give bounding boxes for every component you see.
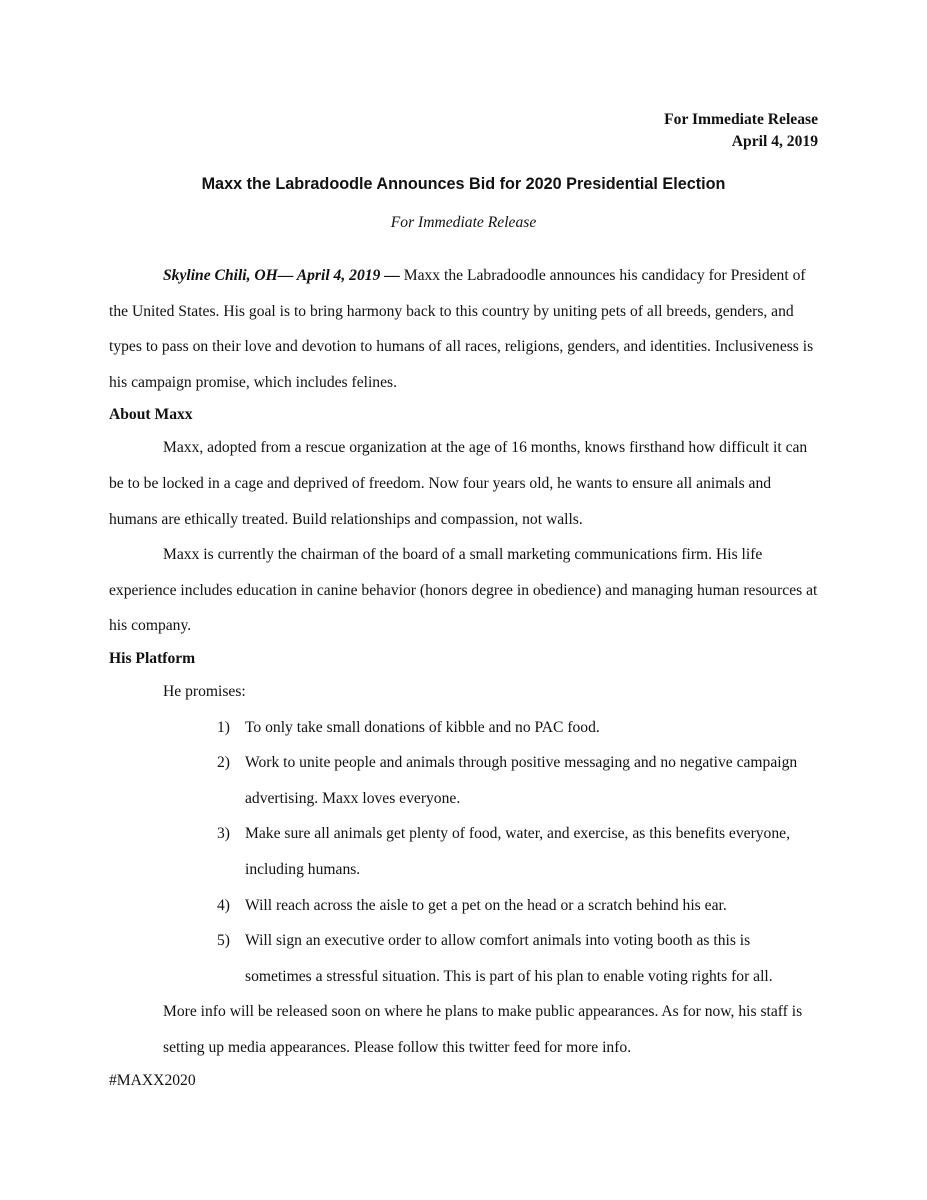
lead-text: Maxx the Labradoodle announces his candidacy for President of the United States. His goal is to bring harmony back to this country by uniting pets of all breeds, genders, and types to pass on their love and devotion to humans of all races, religions, genders, and identities. Inclusiveness is his campaign promise, which includes felines. <box>109 267 814 391</box>
dateline: Skyline Chili, OH— April 4, 2019 — <box>163 267 400 284</box>
list-item <box>109 710 819 746</box>
release-body <box>109 258 819 1099</box>
page-title: Maxx the Labradoodle Announces Bid for 2020 Presidential Election <box>201 175 726 193</box>
list-item <box>109 888 819 924</box>
list-number: 5) <box>217 932 230 950</box>
list-text: Make sure all animals get plenty of food, water, and exercise, as this benefits everyone, including humans. <box>245 825 790 878</box>
promise-list <box>109 710 819 995</box>
page-subtitle: For Immediate Release <box>390 214 537 231</box>
list-number: 2) <box>217 754 230 772</box>
platform-intro: He promises: <box>163 682 246 700</box>
about-paragraph: Maxx is currently the chairman of the board of a small marketing communications firm. His life experience includes education in canine behavior (honors degree in obedience) and managing human resources at his company. <box>109 546 818 635</box>
about-heading: About Maxx <box>109 406 193 424</box>
list-number: 3) <box>217 825 230 843</box>
list-text: Will reach across the aisle to get a pet on the head or a scratch behind his ear. <box>245 896 727 914</box>
about-paragraph: Maxx, adopted from a rescue organization at the age of 16 months, knows firsthand how difficult it can be to be locked in a cage and deprived of freedom. Now four years old, he wants to ensure all animals and humans are ethically treated. Build relationships and compassion, not walls. <box>109 439 808 528</box>
list-number: 1) <box>217 718 230 736</box>
list-text: To only take small donations of kibble and no PAC food. <box>245 718 600 736</box>
release-header <box>664 109 818 153</box>
list-text: Work to unite people and animals through positive messaging and no negative campaign advertising. Maxx loves everyone. <box>245 754 798 807</box>
hashtag: #MAXX2020 <box>109 1072 196 1090</box>
list-item <box>109 745 819 816</box>
platform-heading: His Platform <box>109 649 196 667</box>
list-item <box>109 816 819 887</box>
list-item <box>109 923 819 994</box>
list-number: 4) <box>217 896 230 914</box>
lead-paragraph <box>109 258 819 400</box>
closing-paragraph: More info will be released soon on where he plans to make public appearances. As for now, his staff is setting up media appearances. Please follow this twitter feed for more info. <box>163 1003 803 1056</box>
release-date: April 4, 2019 <box>731 133 818 150</box>
list-text: Will sign an executive order to allow comfort animals into voting booth as this is sometimes a stressful situation. This is part of his plan to enable voting rights for all. <box>245 932 773 985</box>
release-label: For Immediate Release <box>664 111 818 128</box>
